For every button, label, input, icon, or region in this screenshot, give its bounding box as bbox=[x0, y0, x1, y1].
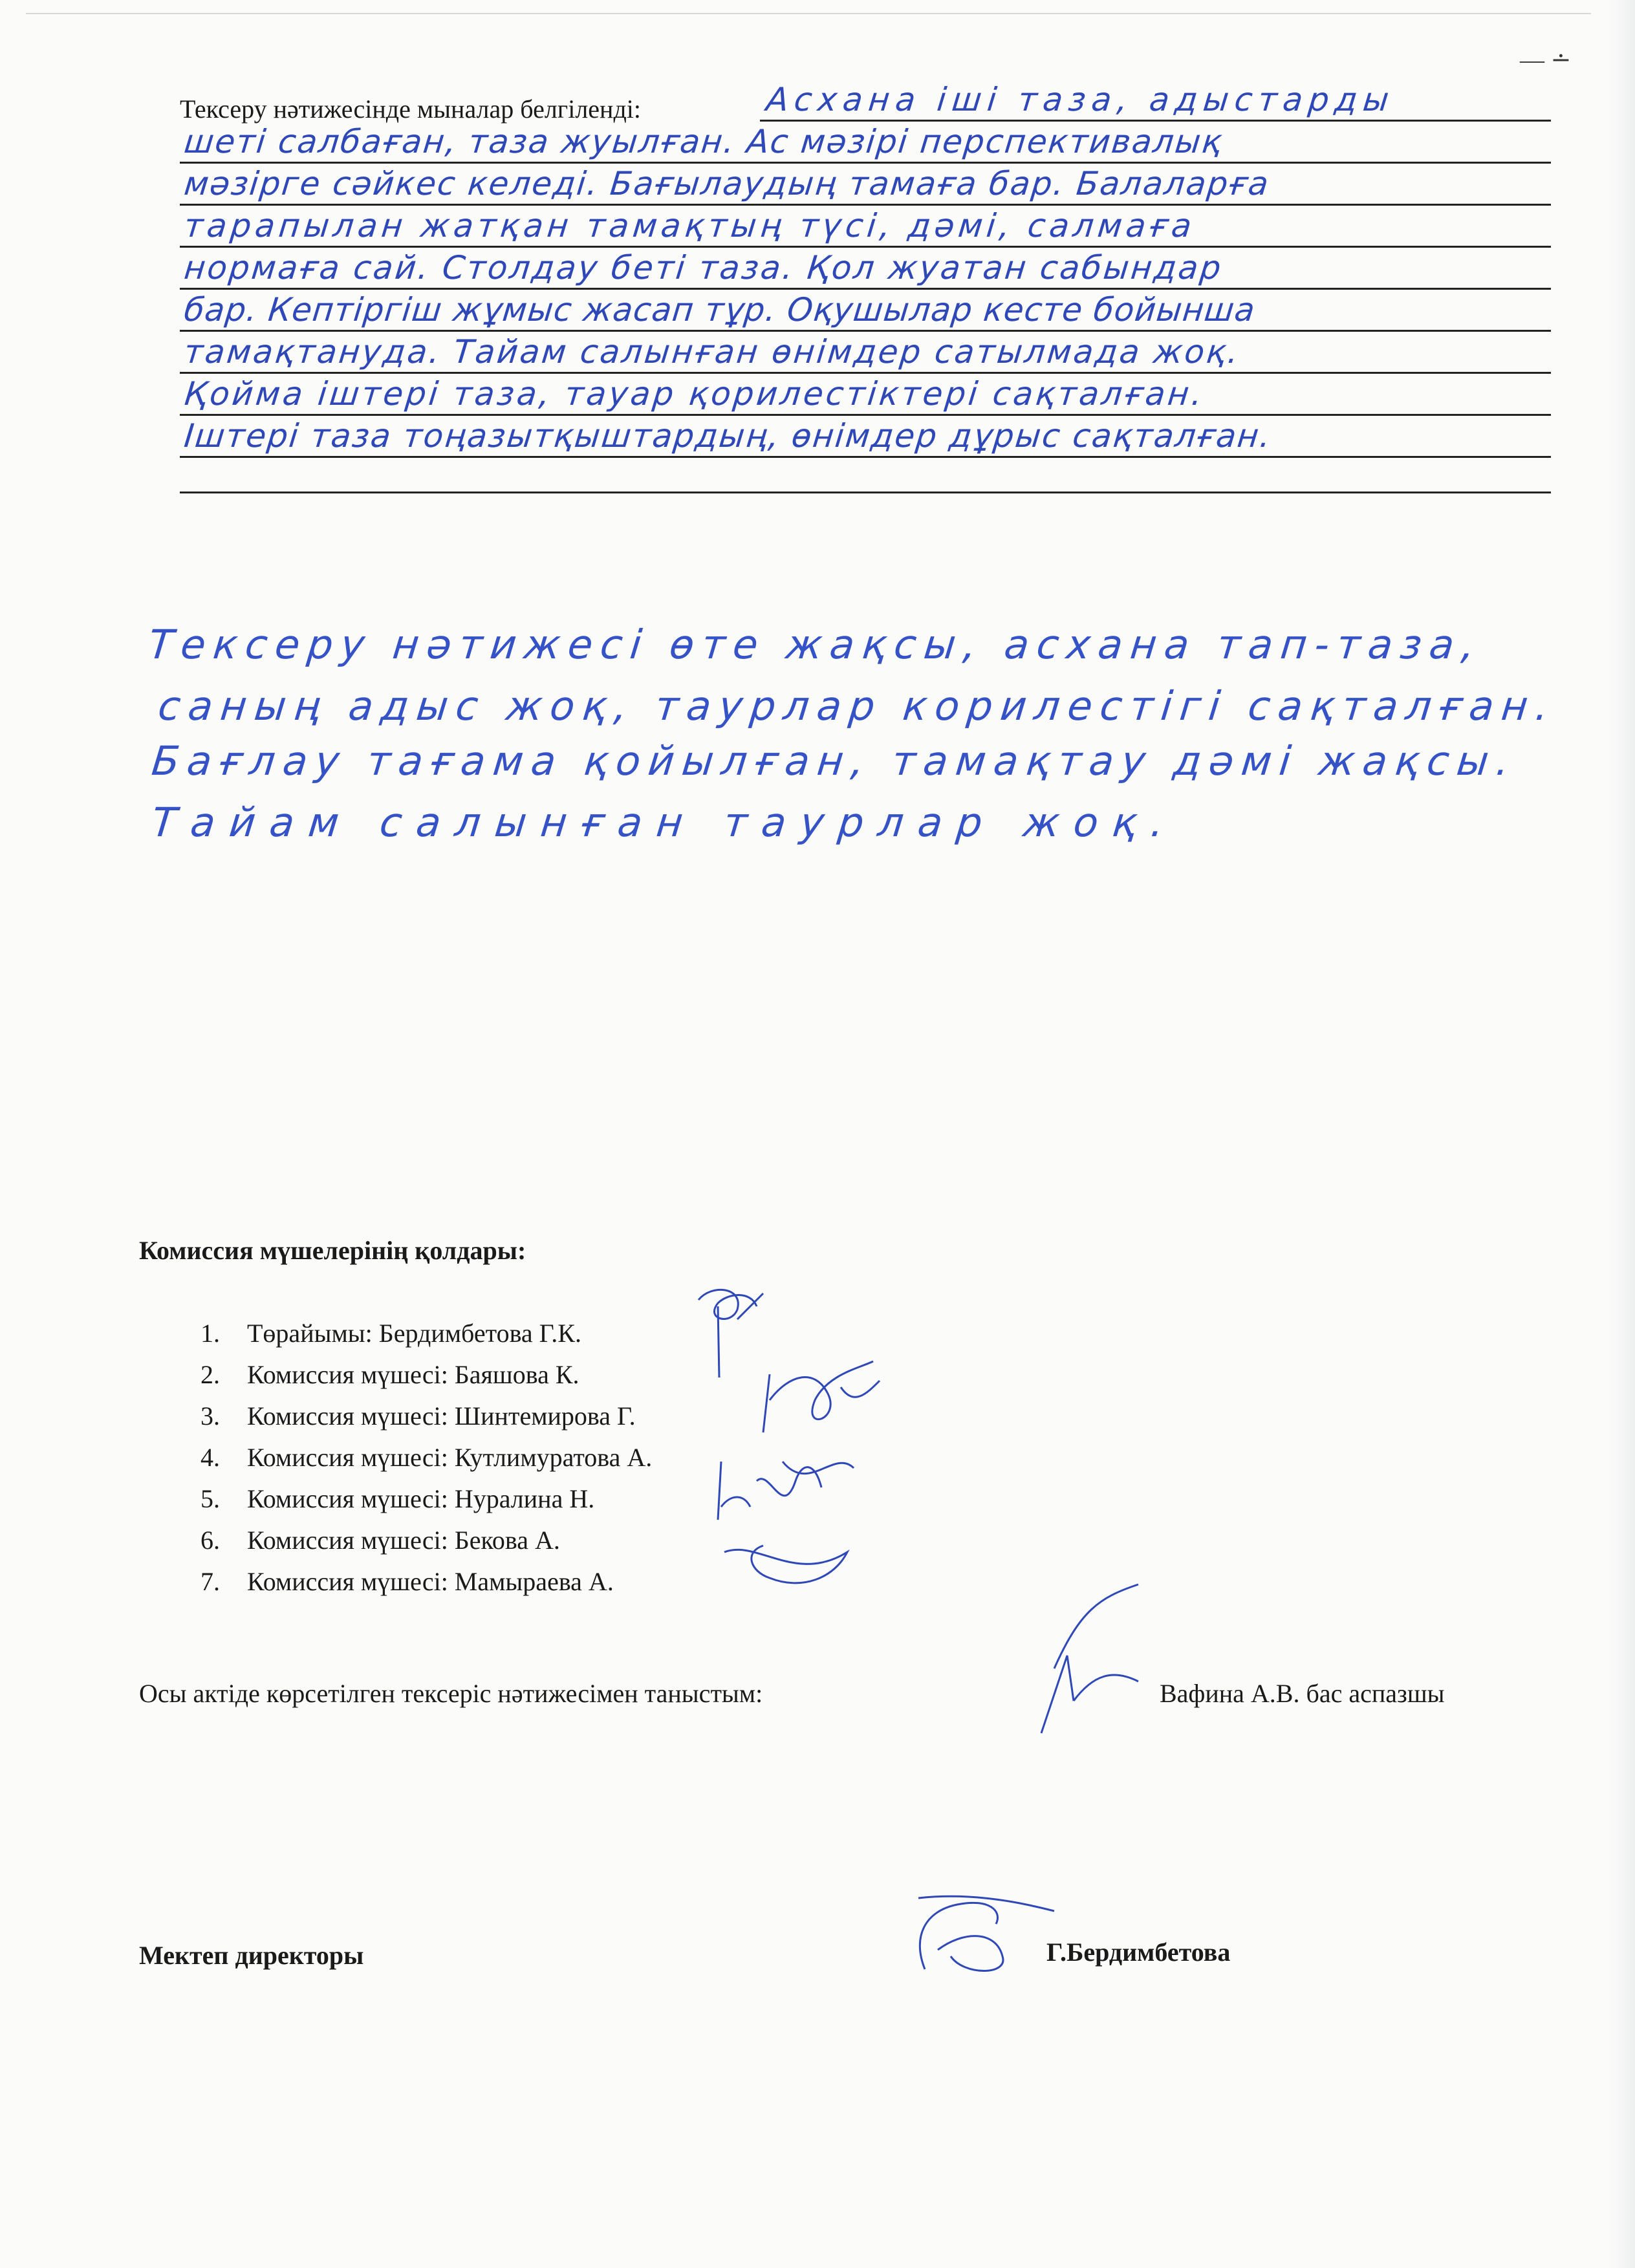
commission-member: 2. Комиссия мүшесі: Баяшова К. bbox=[200, 1360, 579, 1389]
handwritten-finding-line: нормаға сай. Столдау беті таза. Қол жуатан сабындар bbox=[182, 249, 1225, 286]
commission-member: 6. Комиссия мүшесі: Бекова А. bbox=[200, 1526, 560, 1555]
ruled-line bbox=[180, 246, 1551, 248]
acknowledgement-text: Осы актіде көрсетілген тексеріс нәтижесімен таныстым: bbox=[139, 1679, 763, 1708]
commission-member: 3. Комиссия мүшесі: Шинтемирова Г. bbox=[200, 1401, 636, 1431]
scan-border bbox=[26, 13, 1591, 14]
commission-heading: Комиссия мүшелерінің қолдары: bbox=[139, 1236, 526, 1265]
ruled-line bbox=[180, 491, 1551, 493]
signature-member-5 bbox=[718, 1526, 860, 1597]
handwritten-conclusion-line: Тайам салынған таурлар жоқ. bbox=[149, 799, 1181, 846]
handwritten-finding-line: тамақтануда. Тайам салынған өнімдер сатылмада жоқ. bbox=[182, 333, 1242, 371]
handwritten-finding-line: Іштері таза тоңазытқыштардың, өнімдер дұрыс сақталған. bbox=[182, 417, 1273, 455]
ruled-line bbox=[180, 204, 1551, 206]
commission-member: 5. Комиссия мүшесі: Нуралина Н. bbox=[200, 1484, 595, 1513]
handwritten-finding-line: Асхана іші таза, адыстарды bbox=[764, 81, 1397, 118]
ruled-line bbox=[180, 414, 1551, 416]
director-label: Мектеп директоры bbox=[139, 1941, 364, 1970]
ruled-line bbox=[180, 372, 1551, 374]
handwritten-finding-line: тарапылан жатқан тамақтың түсі, дәмі, салмаға bbox=[182, 207, 1198, 244]
commission-member-list bbox=[200, 1313, 652, 1603]
commission-member: 4. Комиссия мүшесі: Кутлимуратова А. bbox=[200, 1443, 653, 1472]
handwritten-finding-line: Қойма іштері таза, тауар қорилестіктері сақталған. bbox=[182, 375, 1207, 413]
chef-name: Вафина А.В. бас аспазшы bbox=[1160, 1679, 1445, 1708]
commission-member: 1. Төрайымы: Бердимбетова Г.К. bbox=[200, 1319, 581, 1348]
signature-member-2 bbox=[744, 1348, 899, 1445]
signature-chef bbox=[1028, 1571, 1171, 1746]
director-name: Г.Бердимбетова bbox=[1046, 1938, 1231, 1967]
scan-edge bbox=[1609, 0, 1635, 2268]
handwritten-finding-line: бар. Кептіргіш жұмыс жасап тұр. Оқушылар кесте бойынша bbox=[182, 291, 1257, 329]
scan-mark: — ∸ bbox=[1520, 47, 1572, 74]
ruled-line bbox=[180, 288, 1551, 290]
signature-director bbox=[899, 1885, 1067, 1982]
signature-member-3 bbox=[705, 1442, 873, 1533]
ruled-line bbox=[180, 162, 1551, 164]
ruled-line bbox=[180, 456, 1551, 458]
handwritten-finding-line: мәзірге сәйкес келеді. Бағылаудың тамаға бар. Балаларға bbox=[182, 165, 1272, 202]
commission-member: 7. Комиссия мүшесі: Мамыраева А. bbox=[200, 1567, 614, 1596]
ruled-line bbox=[760, 120, 1551, 122]
handwritten-conclusion-line: Тексеру нәтижесі өте жақсы, асхана тап-таза, bbox=[146, 621, 1485, 668]
ruled-line bbox=[180, 330, 1551, 332]
findings-label: Тексеру нәтижесінде мыналар белгіленді: bbox=[180, 94, 642, 124]
handwritten-finding-line: шеті салбаған, таза жуылған. Ас мәзірі перспективалық bbox=[182, 123, 1225, 160]
handwritten-conclusion-line: саның адыс жоқ, таурлар корилестігі сақталған. bbox=[156, 682, 1559, 729]
handwritten-conclusion-line: Бағлау тағама қойылған, тамақтау дәмі жақсы. bbox=[149, 737, 1520, 784]
